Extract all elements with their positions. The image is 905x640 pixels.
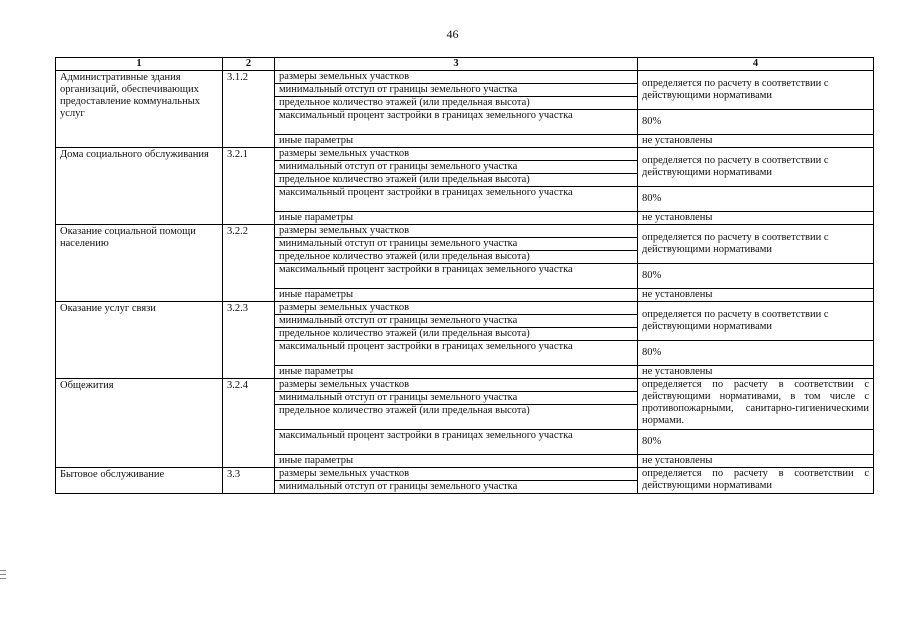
param-name: иные параметры xyxy=(275,455,638,468)
other-value: не установлены xyxy=(638,135,874,148)
calc-value: определяется по расчету в соответствии с действующими нормативами xyxy=(638,71,874,110)
use-name: Дома социального обслуживания xyxy=(56,148,223,225)
param-name: предельное количество этажей (или предельная высота) xyxy=(275,174,638,187)
table-row xyxy=(56,225,874,238)
param-name: иные параметры xyxy=(275,366,638,379)
other-value: не установлены xyxy=(638,455,874,468)
param-name: минимальный отступ от границы земельного участка xyxy=(275,392,638,405)
use-name: Административные здания организаций, обеспечивающих предоставление коммунальных услуг xyxy=(56,71,223,148)
param-name: размеры земельных участков xyxy=(275,71,638,84)
param-name: размеры земельных участков xyxy=(275,302,638,315)
param-name: размеры земельных участков xyxy=(275,225,638,238)
param-name: максимальный процент застройки в границах земельного участка xyxy=(275,264,638,289)
header-col-2: 2 xyxy=(223,58,275,71)
use-code: 3.1.2 xyxy=(223,71,275,148)
other-value: не установлены xyxy=(638,366,874,379)
use-code: 3.2.3 xyxy=(223,302,275,379)
use-code: 3.3 xyxy=(223,468,275,494)
use-name: Оказание услуг связи xyxy=(56,302,223,379)
param-name: минимальный отступ от границы земельного участка xyxy=(275,84,638,97)
param-name: минимальный отступ от границы земельного участка xyxy=(275,161,638,174)
margin-marks xyxy=(0,570,8,582)
table-row xyxy=(56,468,874,481)
param-name: иные параметры xyxy=(275,212,638,225)
table-row xyxy=(56,379,874,392)
regulations-table xyxy=(55,57,874,494)
use-code: 3.2.1 xyxy=(223,148,275,225)
group-utilities-admin xyxy=(56,71,874,148)
use-name: Бытовое обслуживание xyxy=(56,468,223,494)
header-col-1: 1 xyxy=(56,58,223,71)
margin-mark xyxy=(0,574,6,575)
group-communications xyxy=(56,302,874,379)
param-name: размеры земельных участков xyxy=(275,468,638,481)
table-row xyxy=(56,302,874,315)
use-name: Общежития xyxy=(56,379,223,468)
header-col-4: 4 xyxy=(638,58,874,71)
param-name: максимальный процент застройки в границах земельного участка xyxy=(275,110,638,135)
percent-value: 80% xyxy=(638,341,874,366)
calc-value: определяется по расчету в соответствии с действующими нормативами xyxy=(638,148,874,187)
percent-value: 80% xyxy=(638,264,874,289)
param-name: предельное количество этажей (или предельная высота) xyxy=(275,405,638,430)
param-name: максимальный процент застройки в границах земельного участка xyxy=(275,187,638,212)
param-name: предельное количество этажей (или предельная высота) xyxy=(275,328,638,341)
page-number: 46 xyxy=(446,27,459,41)
use-code: 3.2.2 xyxy=(223,225,275,302)
use-code: 3.2.4 xyxy=(223,379,275,468)
param-name: размеры земельных участков xyxy=(275,379,638,392)
param-name: иные параметры xyxy=(275,289,638,302)
group-dormitories xyxy=(56,379,874,468)
header-row xyxy=(56,58,874,71)
param-name: предельное количество этажей (или предельная высота) xyxy=(275,97,638,110)
percent-value: 80% xyxy=(638,430,874,455)
header-col-3: 3 xyxy=(275,58,638,71)
param-name: предельное количество этажей (или предельная высота) xyxy=(275,251,638,264)
margin-mark xyxy=(0,578,6,579)
calc-value: определяется по расчету в соответствии с действующими нормативами xyxy=(638,225,874,264)
percent-value: 80% xyxy=(638,187,874,212)
param-name: максимальный процент застройки в границах земельного участка xyxy=(275,341,638,366)
param-name: минимальный отступ от границы земельного участка xyxy=(275,315,638,328)
group-social-homes xyxy=(56,148,874,225)
param-name: минимальный отступ от границы земельного участка xyxy=(275,238,638,251)
table-row xyxy=(56,71,874,84)
param-name: минимальный отступ от границы земельного участка xyxy=(275,481,638,494)
group-social-help xyxy=(56,225,874,302)
calc-value: определяется по расчету в соответствии с действующими нормативами xyxy=(638,302,874,341)
param-name: размеры земельных участков xyxy=(275,148,638,161)
calc-value: определяется по расчету в соответствии с действующими нормативами, в том числе с противопожарными, санитарно-гигиеническими нормами. xyxy=(638,379,874,430)
param-name: максимальный процент застройки в границах земельного участка xyxy=(275,430,638,455)
other-value: не установлены xyxy=(638,289,874,302)
group-consumer-services xyxy=(56,468,874,494)
percent-value: 80% xyxy=(638,110,874,135)
table-row xyxy=(56,148,874,161)
calc-value: определяется по расчету в соответствии с действующими нормативами xyxy=(638,468,874,494)
margin-mark xyxy=(0,570,6,571)
use-name: Оказание социальной помощи населению xyxy=(56,225,223,302)
other-value: не установлены xyxy=(638,212,874,225)
param-name: иные параметры xyxy=(275,135,638,148)
